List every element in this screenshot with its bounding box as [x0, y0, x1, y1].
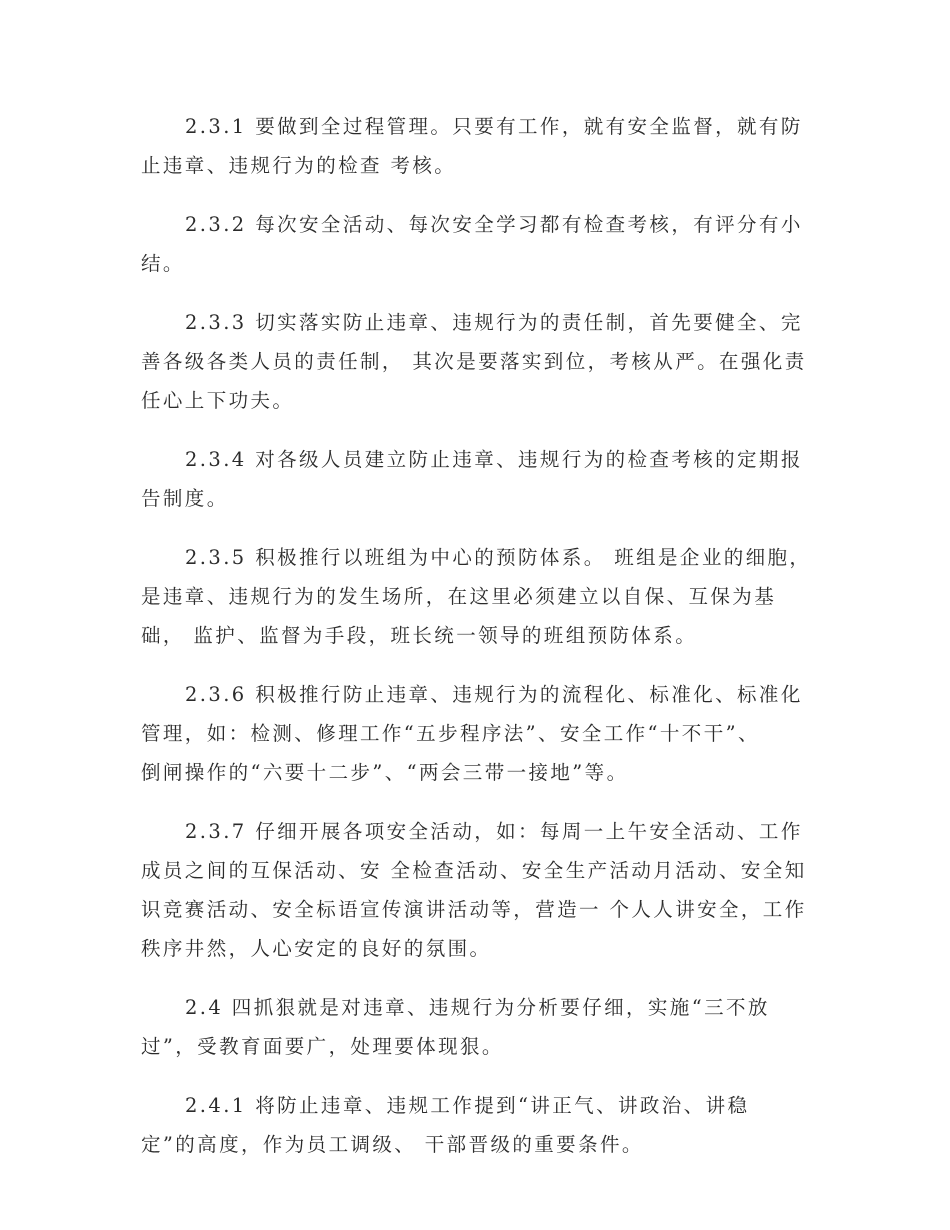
paragraph-2-4 [141, 988, 811, 1066]
paragraph-line: 任心上下功夫。 [141, 389, 295, 412]
paragraph-line: 2.4.1 将防止违章、违规工作提到“讲正气、讲政治、讲稳 [185, 1094, 750, 1117]
paragraph-2-3-1 [141, 107, 811, 185]
paragraph-line: 告制度。 [141, 487, 229, 510]
paragraph-2-3-6 [141, 675, 811, 792]
paragraph-line: 2.3.3 切实落实防止违章、违规行为的责任制，首先要健全、完 [185, 311, 803, 334]
paragraph-line: 是违章、违规行为的发生场所，在这里必须建立以自保、互保为基 [141, 585, 777, 608]
paragraph-line: 秩序井然，人心安定的良好的氛围。 [141, 937, 492, 960]
paragraph-2-3-3 [141, 303, 811, 420]
paragraph-line: 2.3.7 仔细开展各项安全活动，如：每周一上午安全活动、工作 [185, 820, 803, 843]
paragraph-line: 2.3.1 要做到全过程管理。只要有工作，就有安全监督，就有防 [185, 115, 803, 138]
paragraph-line: 2.3.4 对各级人员建立防止违章、违规行为的检查考核的定期报 [185, 448, 803, 471]
paragraph-line: 2.4 四抓狠就是对违章、违规行为分析要仔细，实施“三不放 [185, 996, 770, 1019]
paragraph-line: 2.3.6 积极推行防止违章、违规行为的流程化、标准化、标准化 [185, 683, 803, 706]
paragraph-line: 善各级各类人员的责任制， 其次是要落实到位，考核从严。在强化责 [141, 350, 807, 373]
paragraph-line: 管理，如：检测、修理工作“五步程序法”、安全工作“十不干”、 [141, 722, 760, 745]
paragraph-2-3-7 [141, 812, 811, 968]
paragraph-2-3-4 [141, 440, 811, 518]
paragraph-line: 倒闸操作的“六要十二步”、“两会三带一接地”等。 [141, 761, 629, 784]
paragraph-line: 定”的高度，作为员工调级、 干部晋级的重要条件。 [141, 1133, 644, 1156]
document-body [141, 107, 811, 1184]
paragraph-line: 过”，受教育面要广，处理要体现狠。 [141, 1035, 504, 1058]
paragraph-line: 成员之间的互保活动、安 全检查活动、安全生产活动月活动、安全知 [141, 859, 807, 882]
paragraph-line: 础， 监护、监督为手段，班长统一领导的班组预防体系。 [141, 624, 698, 647]
paragraph-line: 2.3.2 每次安全活动、每次安全学习都有检查考核，有评分有小 [185, 213, 803, 236]
paragraph-line: 2.3.5 积极推行以班组为中心的预防体系。 班组是企业的细胞， [185, 546, 812, 569]
paragraph-2-3-2 [141, 205, 811, 283]
paragraph-2-3-5 [141, 538, 811, 655]
paragraph-line: 识竞赛活动、安全标语宣传演讲活动等，营造一 个人人讲安全，工作 [141, 898, 807, 921]
paragraph-line: 止违章、违规行为的检查 考核。 [141, 154, 457, 177]
paragraph-2-4-1 [141, 1086, 811, 1164]
paragraph-line: 结。 [141, 252, 185, 275]
